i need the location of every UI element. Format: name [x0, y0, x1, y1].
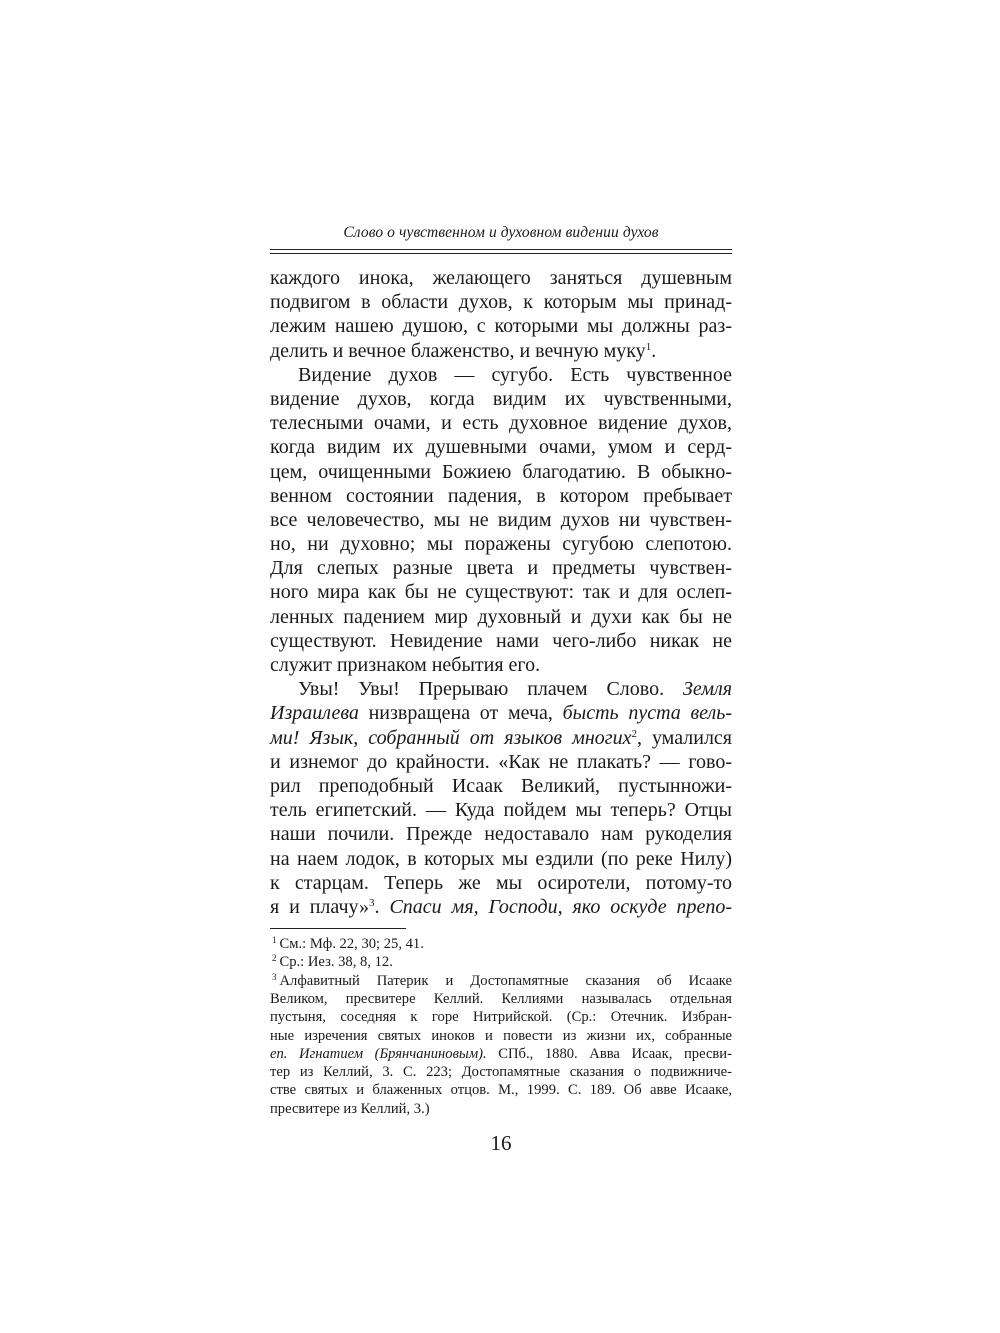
text-line: служит признаком небытия его. [270, 654, 541, 676]
text-line: подвигом в области духов, к которым мы принад- [270, 291, 732, 314]
footnote-line: пустыня, соседняя к горе Нитрийской. (Ср.: Отечник. Избран- [270, 1009, 732, 1026]
text-line: Израилева низвращена от меча, бысть пуста вель- [270, 702, 733, 725]
text-line: и изнемог до крайности. «Как не плакать? — гово- [270, 750, 732, 773]
footnote-3: $^3$ Алфавитный Патерик и Достопамятные сказания об Исааке [272, 971, 732, 989]
text-line: ми! Язык, собранный от языков многих$^2$, умалился [270, 726, 732, 749]
footnotes [270, 935, 732, 1118]
text-line: существуют. Невидение нами чего-либо никак не [270, 629, 732, 652]
footnote-rule [270, 928, 406, 929]
footnote-ref[interactable]: 2 [631, 727, 637, 740]
footnote-line: еп. Игнатием (Брянчаниновым). СПб., 1880. Авва Исаак, пресви- [270, 1045, 732, 1062]
footnote-ref[interactable]: 1 [645, 340, 652, 353]
footnote-2: $^2$ Ср.: Иез. 38, 8, 12. [272, 953, 393, 971]
footnote-line: пресвитере из Келлий, 3.) [270, 1100, 430, 1117]
text-line: телесными очами, и есть духовное видение духов, [270, 412, 732, 435]
text-line: венном состоянии падения, в котором пребывает [270, 484, 732, 507]
text-line: когда видим их душевными очами, умом и серд- [270, 436, 732, 459]
running-header: Слово о чувственном и духовном видении духов [343, 224, 659, 241]
text-line: тель египетский. — Куда пойдем мы теперь? Отцы [270, 799, 732, 822]
text-line: наши почили. Прежде недоставало нам рукоделия [270, 823, 732, 846]
footnote-line: Великом, пресвитере Келлий. Келлиями называлась отдельная [270, 990, 732, 1007]
text-line: к старцам. Теперь же мы осиротели, потому-то [270, 871, 732, 894]
header-rule [270, 249, 732, 254]
text-line: Увы! Увы! Прерываю плачем Слово. Земля [298, 678, 733, 701]
text-line: рил преподобный Исаак Великий, пустынножи- [270, 774, 732, 797]
text-line: я и плачу»$^3$. Спаси мя, Господи, яко оскуде препо- [270, 895, 733, 918]
footnote-line: ные изречения святых иноков и повести из жизни их, собранные [270, 1027, 732, 1044]
text-line: делить и вечное блаженство, и вечную муку$^1$. [270, 339, 657, 362]
footnote-ref[interactable]: 3 [369, 896, 375, 909]
main-text [270, 266, 732, 919]
text-line: видение духов, когда видим их чувственными, [270, 387, 732, 410]
page-number: 16 [490, 1131, 512, 1156]
footnote-line: стве святых и блаженных отцов. М., 1999. С. 189. Об авве Исааке, [270, 1082, 732, 1099]
text-line: на наем лодок, в которых мы ездили (по реке Нилу) [270, 847, 732, 870]
text-line: лежим нашею душою, с которыми мы должны раз- [270, 315, 732, 338]
book-page [270, 222, 732, 1156]
text-line: все человечество, мы не видим духов ни чувствен- [270, 508, 732, 531]
text-line: ного мира как бы не существуют: так и для ослеп- [270, 581, 732, 604]
text-line: Для слепых разные цвета и предметы чувствен- [270, 557, 732, 580]
text-line: Видение духов — сугубо. Есть чувственное [298, 363, 732, 386]
footnote-1: $^1$ См.: Мф. 22, 30; 25, 41. [272, 935, 424, 953]
text-line: цем, очищенными Божиею благодатию. В обыкно- [270, 460, 732, 483]
text-line: ленных падением мир духовный и духи как бы не [270, 605, 732, 628]
text-line: каждого инока, желающего заняться душевным [270, 267, 732, 289]
text-line: но, ни духовно; мы поражены сугубою слепотою. [270, 533, 732, 556]
footnote-line: тер из Келлий, 3. С. 223; Достопамятные сказания о подвижниче- [270, 1064, 732, 1081]
